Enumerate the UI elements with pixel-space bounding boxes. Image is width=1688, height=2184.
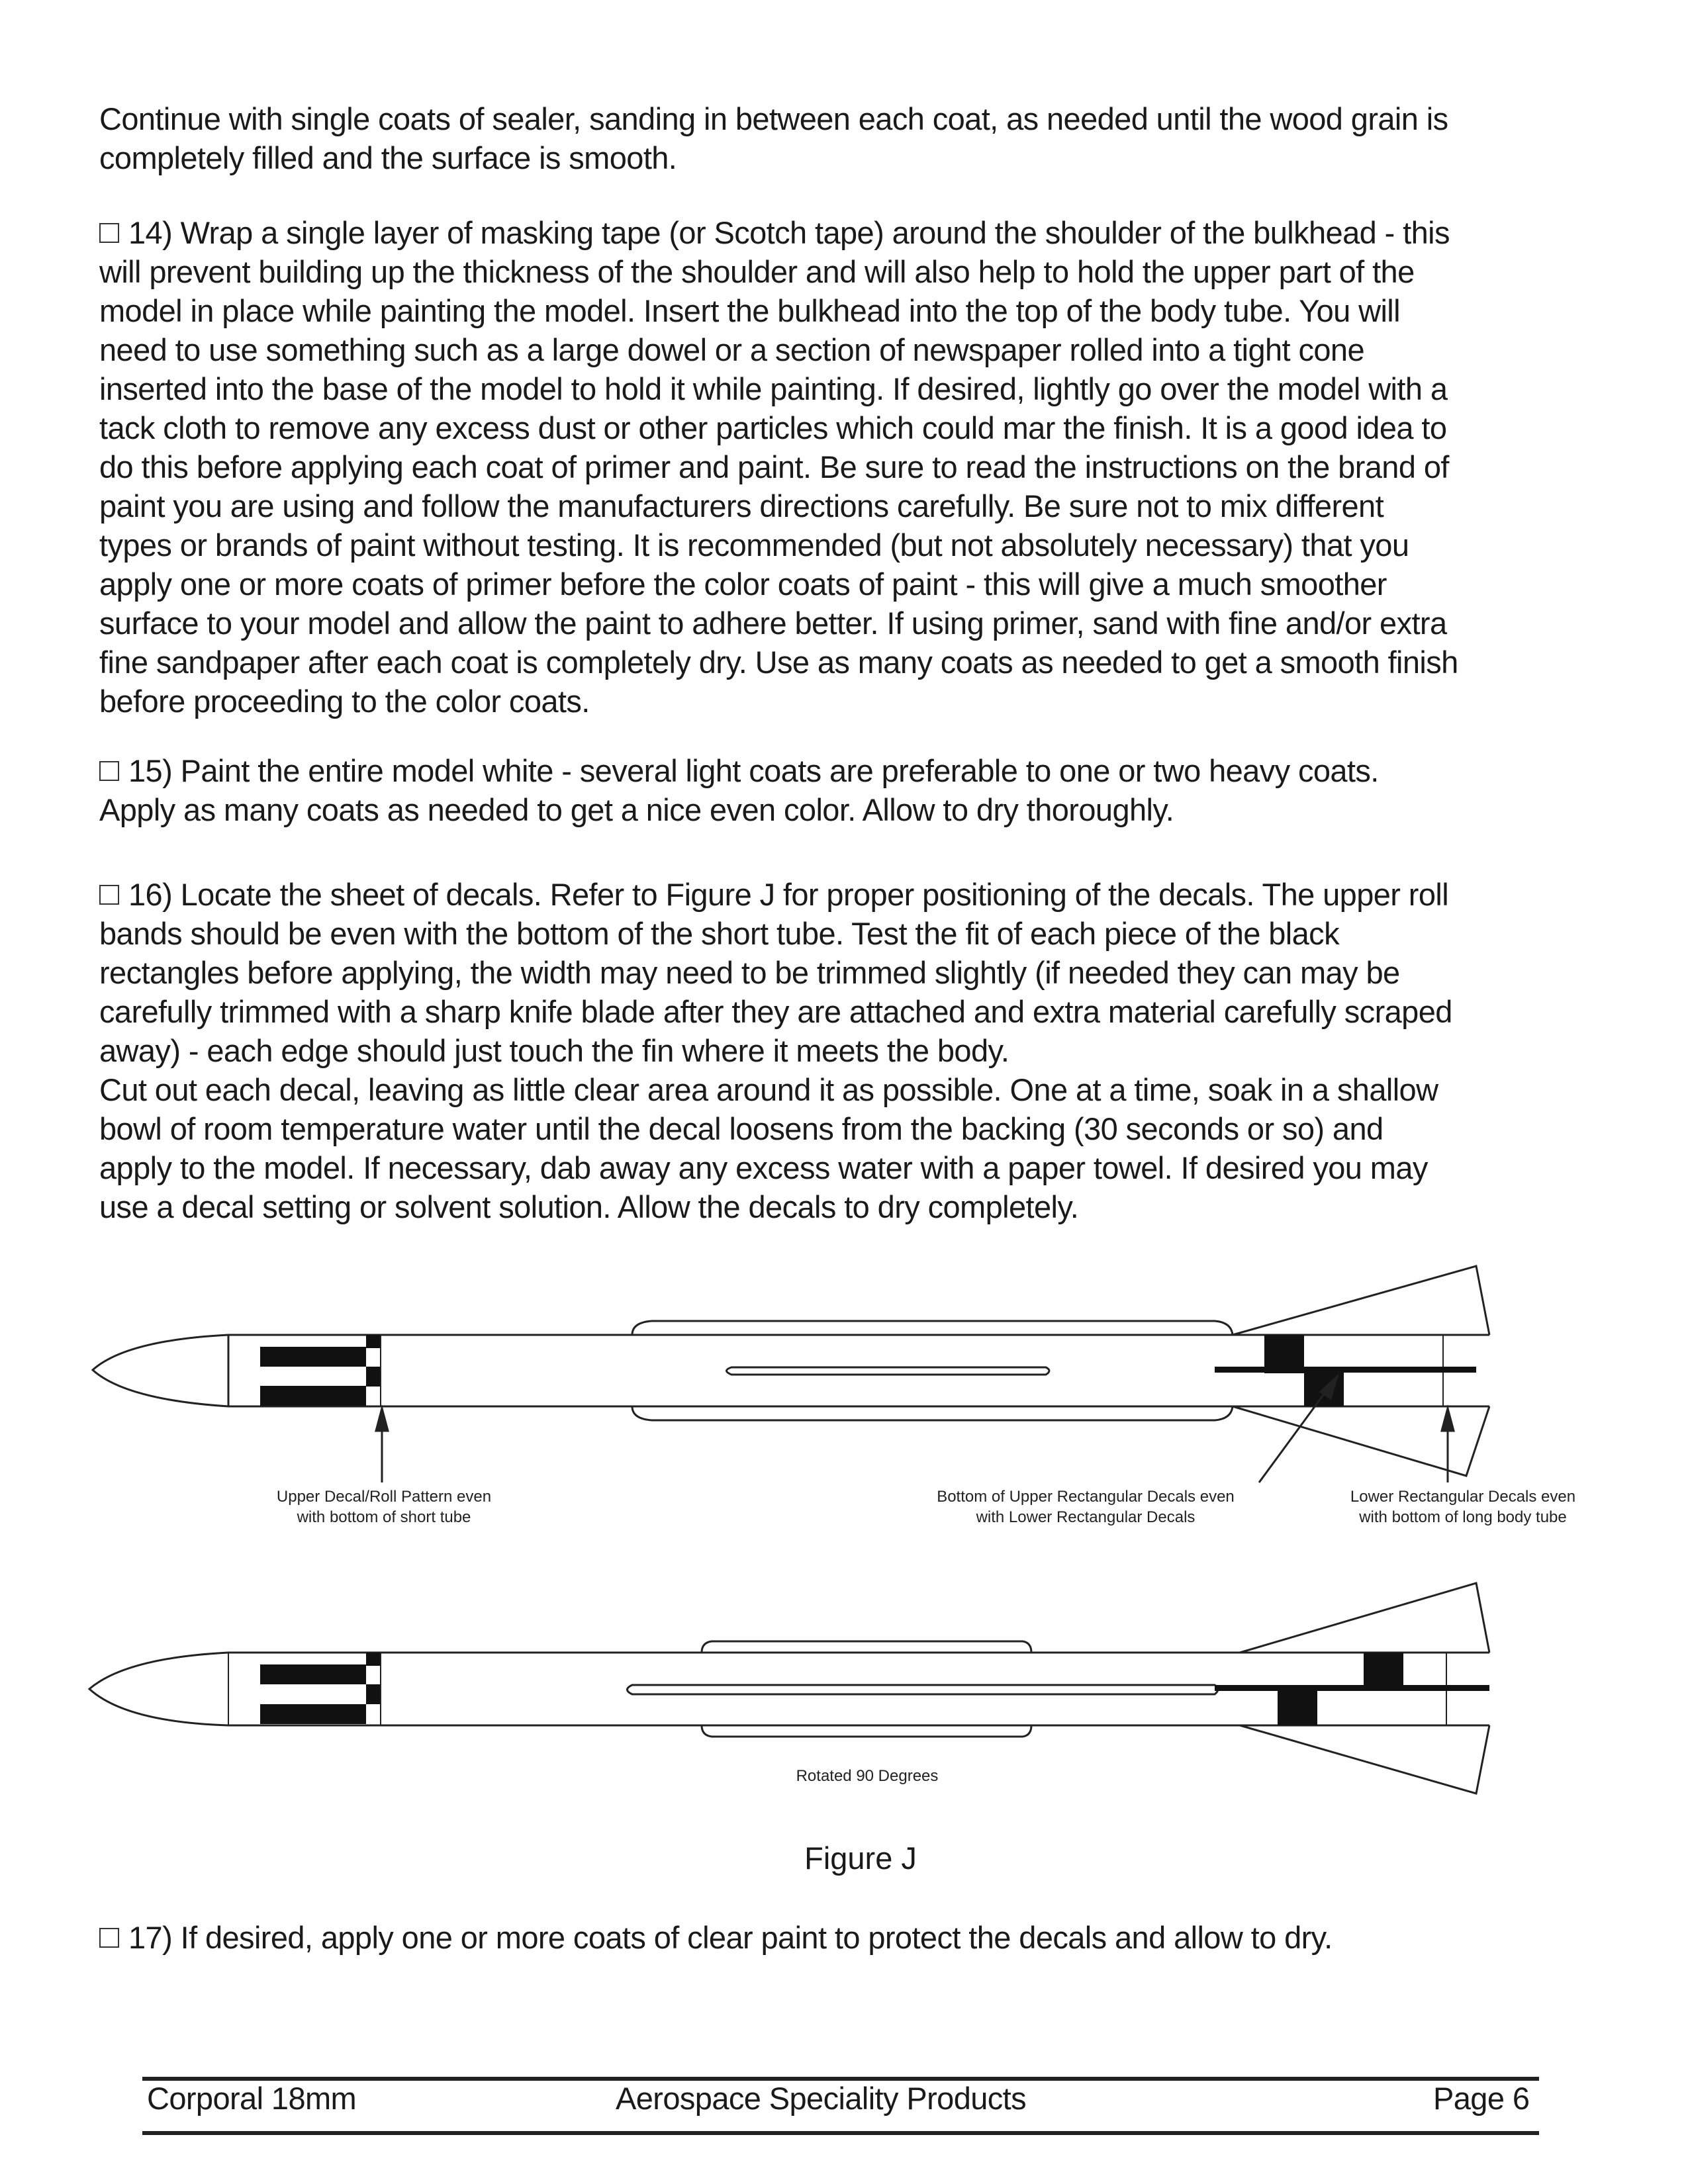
- text-line: surface to your model and allow the paint to adhere better. If using primer, sand with fine and/or extra: [99, 606, 1447, 641]
- intro-paragraph: [99, 99, 1595, 177]
- step-number: 14): [128, 215, 173, 250]
- text-line: carefully trimmed with a sharp knife blade after they are attached and extra material carefully scraped: [99, 994, 1452, 1029]
- callout-line: Lower Rectangular Decals even: [1350, 1488, 1576, 1506]
- text-line: need to use something such as a large dowel or a section of newspaper rolled into a tight cone: [99, 332, 1364, 367]
- step-17: [99, 1918, 1595, 1957]
- text-line: Cut out each decal, leaving as little clear area around it as possible. One at a time, soak in a shallow: [99, 1072, 1438, 1107]
- step-15-checkbox[interactable]: [99, 761, 119, 781]
- text-line: model in place while painting the model. Insert the bulkhead into the top of the body tube. You will: [99, 293, 1400, 328]
- text-line: types or brands of paint without testing. It is recommended (but not absolutely necessary) that you: [99, 527, 1409, 563]
- rotated-label: Rotated 90 Degrees: [796, 1767, 939, 1785]
- step-14-checkbox[interactable]: [99, 223, 119, 243]
- text-line: paint you are using and follow the manufacturers directions carefully. Be sure not to mix different: [99, 488, 1384, 523]
- step-14: [99, 213, 1595, 721]
- callout-line: with Lower Rectangular Decals: [976, 1508, 1196, 1526]
- step-number: 16): [128, 877, 173, 912]
- footer-page-number: Page 6: [1433, 2081, 1530, 2116]
- footer-center: Aerospace Speciality Products: [616, 2081, 1027, 2116]
- footer-bottom-rule: [142, 2131, 1539, 2135]
- text-line: away) - each edge should just touch the fin where it meets the body.: [99, 1033, 1009, 1068]
- text-line: apply one or more coats of primer before the color coats of paint - this will give a much smoother: [99, 567, 1387, 602]
- text-line: If desired, apply one or more coats of clear paint to protect the decals and allow to dry.: [180, 1920, 1333, 1955]
- text-line: use a decal setting or solvent solution. Allow the decals to dry completely.: [99, 1189, 1079, 1224]
- text-line: fine sandpaper after each coat is completely dry. Use as many coats as needed to get a smooth finish: [99, 645, 1458, 680]
- step-16-checkbox[interactable]: [99, 885, 119, 905]
- step-number: 15): [128, 753, 173, 788]
- callout-lower-rect: [1324, 1486, 1602, 1527]
- text-line: Apply as many coats as needed to get a nice even color. Allow to dry thoroughly.: [99, 792, 1174, 827]
- figure-title: Figure J: [804, 1841, 917, 1876]
- step-15: [99, 751, 1595, 829]
- text-line: Paint the entire model white - several light coats are preferable to one or two heavy coats.: [180, 753, 1379, 788]
- text-line: apply to the model. If necessary, dab away any excess water with a paper towel. If desired you may: [99, 1150, 1428, 1185]
- callout-line: Upper Decal/Roll Pattern even: [276, 1488, 492, 1506]
- text-line: rectangles before applying, the width may need to be trimmed slightly (if needed they can may be: [99, 955, 1400, 990]
- footer-left: Corporal 18mm: [147, 2081, 357, 2116]
- decals-rotated-view: [260, 1653, 1489, 1725]
- callout-line: with bottom of short tube: [297, 1508, 471, 1526]
- text-line: will prevent building up the thickness of the shoulder and will also help to hold the upper part of the: [99, 254, 1415, 289]
- callout-line: Bottom of Upper Rectangular Decals even: [937, 1488, 1235, 1506]
- callout-upper-rect: [907, 1486, 1264, 1527]
- text-line: completely filled and the surface is smooth.: [99, 140, 677, 175]
- callout-line: with bottom of long body tube: [1359, 1508, 1567, 1526]
- text-line: tack cloth to remove any excess dust or other particles which could mar the finish. It is a good idea to: [99, 410, 1447, 445]
- decals-top-view: [260, 1335, 1476, 1406]
- rocket-rotated-view: [89, 1583, 1489, 1794]
- text-line: bands should be even with the bottom of the short tube. Test the fit of each piece of the black: [99, 916, 1339, 951]
- step-16: [99, 875, 1595, 1226]
- text-line: before proceeding to the color coats.: [99, 684, 590, 719]
- text-line: bowl of room temperature water until the decal loosens from the backing (30 seconds or so) and: [99, 1111, 1383, 1146]
- text-line: do this before applying each coat of primer and paint. Be sure to read the instructions on the brand of: [99, 449, 1449, 484]
- step-number: 17): [128, 1920, 173, 1955]
- text-line: Wrap a single layer of masking tape (or Scotch tape) around the shoulder of the bulkhead - this: [180, 215, 1450, 250]
- text-line: Locate the sheet of decals. Refer to Figure J for proper positioning of the decals. The upper roll: [180, 877, 1449, 912]
- text-line: inserted into the base of the model to hold it while painting. If desired, lightly go over the model with a: [99, 371, 1448, 406]
- rocket-top-view: [93, 1266, 1489, 1476]
- step-17-checkbox[interactable]: [99, 1928, 119, 1948]
- text-line: Continue with single coats of sealer, sanding in between each coat, as needed until the wood grain is: [99, 101, 1448, 136]
- callout-upper-decal: [232, 1486, 536, 1527]
